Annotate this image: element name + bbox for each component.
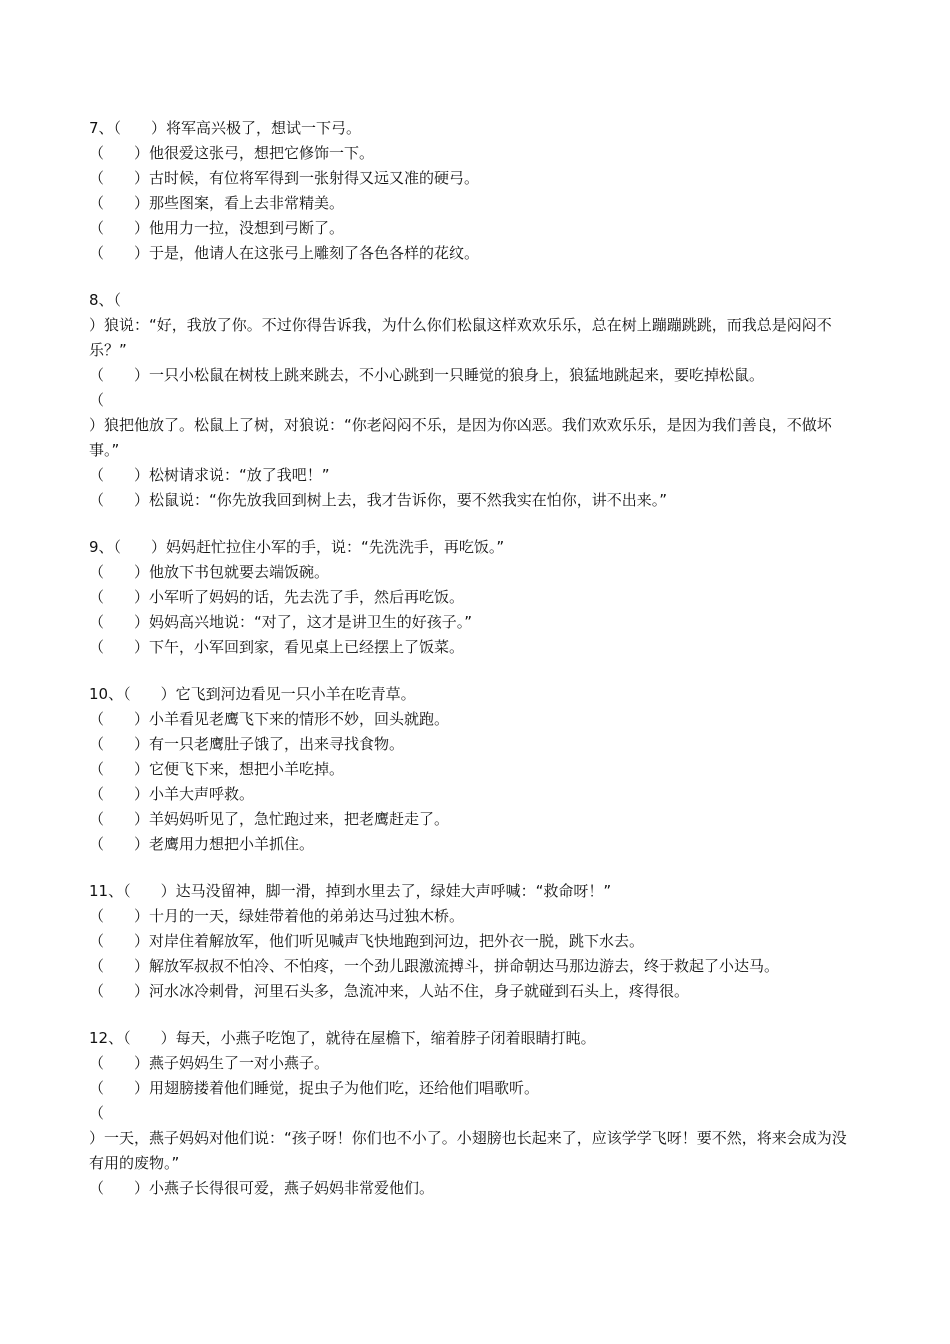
question-12-sentence: ）一天，燕子妈妈对他们说：“孩子呀！你们也不小了。小翅膀也长起来了，应该学学飞呀！要不然，将来会成为没有用的废物。” <box>89 1129 847 1172</box>
question-10-sentence: （ ）有一只老鹰肚子饿了，出来寻找食物。 <box>89 735 405 753</box>
question-10-sentence: （ ）它便飞下来，想把小羊吃掉。 <box>89 760 345 778</box>
question-11-sentence: （ ）解放军叔叔不怕冷、不怕疼，一个劲儿跟激流搏斗，拼命朝达马那边游去，终于救起了小达马。 <box>89 957 780 975</box>
question-10-sentence: （ ）小羊大声呼救。 <box>89 785 255 803</box>
question-7-stem: 7、（ ）将军高兴极了，想试一下弓。 <box>89 119 362 137</box>
question-11-sentence: （ ）河水冰冷刺骨，河里石头多，急流冲来，人站不住，身子就碰到石头上，疼得很。 <box>89 982 690 1000</box>
question-7-sentence: （ ）那些图案，看上去非常精美。 <box>89 194 345 212</box>
question-9-stem: 9、（ ）妈妈赶忙拉住小军的手，说：“先洗洗手，再吃饭。” <box>89 538 505 556</box>
question-7 <box>89 116 861 266</box>
question-8-sentence: ）狼把他放了。松鼠上了树，对狼说：“你老闷闷不乐，是因为你凶恶。我们欢欢乐乐，是因为我们善良，不做坏事。” <box>89 416 832 459</box>
question-10-sentence: （ ）羊妈妈听见了，急忙跑过来，把老鹰赶走了。 <box>89 810 450 828</box>
worksheet-page <box>89 116 861 1223</box>
question-10-sentence: （ ）老鹰用力想把小羊抓住。 <box>89 835 315 853</box>
question-9-sentence: （ ）他放下书包就要去端饭碗。 <box>89 563 330 581</box>
question-12-sentence: （ ）燕子妈妈生了一对小燕子。 <box>89 1054 330 1072</box>
question-8-stem: 8、（ <box>89 291 122 309</box>
question-8-sentence-bracket: （ <box>89 391 105 409</box>
question-10 <box>89 682 861 857</box>
question-8-sentence: （ ）一只小松鼠在树枝上跳来跳去，不小心跳到一只睡觉的狼身上，狼猛地跳起来，要吃掉松鼠。 <box>89 366 765 384</box>
question-11-sentence: （ ）十月的一天，绿娃带着他的弟弟达马过独木桥。 <box>89 907 465 925</box>
question-8 <box>89 288 861 513</box>
question-7-sentence: （ ）古时候，有位将军得到一张射得又远又准的硬弓。 <box>89 169 480 187</box>
question-11-stem: 11、（ ）达马没留神，脚一滑，掉到水里去了，绿娃大声呼喊：“救命呀！” <box>89 882 612 900</box>
question-8-sentence: ）狼说：“好，我放了你。不过你得告诉我，为什么你们松鼠这样欢欢乐乐，总在树上蹦蹦跳跳，而我总是闷闷不乐？” <box>89 316 832 359</box>
question-10-stem: 10、（ ）它飞到河边看见一只小羊在吃青草。 <box>89 685 416 703</box>
question-12-sentence-bracket: （ <box>89 1104 105 1122</box>
question-9-sentence: （ ）妈妈高兴地说：“对了，这才是讲卫生的好孩子。” <box>89 613 473 631</box>
question-9-sentence: （ ）小军听了妈妈的话，先去洗了手，然后再吃饭。 <box>89 588 465 606</box>
question-7-sentence: （ ）于是，他请人在这张弓上雕刻了各色各样的花纹。 <box>89 244 480 262</box>
question-8-sentence: （ ）松树请求说：“放了我吧！” <box>89 466 330 484</box>
question-10-sentence: （ ）小羊看见老鹰飞下来的情形不妙，回头就跑。 <box>89 710 450 728</box>
question-9 <box>89 535 861 660</box>
question-12-sentence: （ ）小燕子长得很可爱，燕子妈妈非常爱他们。 <box>89 1179 435 1197</box>
question-11-sentence: （ ）对岸住着解放军，他们听见喊声飞快地跑到河边，把外衣一脱，跳下水去。 <box>89 932 645 950</box>
question-7-sentence: （ ）他很爱这张弓，想把它修饰一下。 <box>89 144 375 162</box>
question-12 <box>89 1026 861 1201</box>
question-12-stem: 12、（ ）每天，小燕子吃饱了，就待在屋檐下，缩着脖子闭着眼睛打盹。 <box>89 1029 596 1047</box>
question-8-sentence: （ ）松鼠说：“你先放我回到树上去，我才告诉你，要不然我实在怕你，讲不出来。” <box>89 491 668 509</box>
question-7-sentence: （ ）他用力一拉，没想到弓断了。 <box>89 219 345 237</box>
question-12-sentence: （ ）用翅膀搂着他们睡觉，捉虫子为他们吃，还给他们唱歌听。 <box>89 1079 540 1097</box>
question-11 <box>89 879 861 1004</box>
question-9-sentence: （ ）下午，小军回到家，看见桌上已经摆上了饭菜。 <box>89 638 465 656</box>
